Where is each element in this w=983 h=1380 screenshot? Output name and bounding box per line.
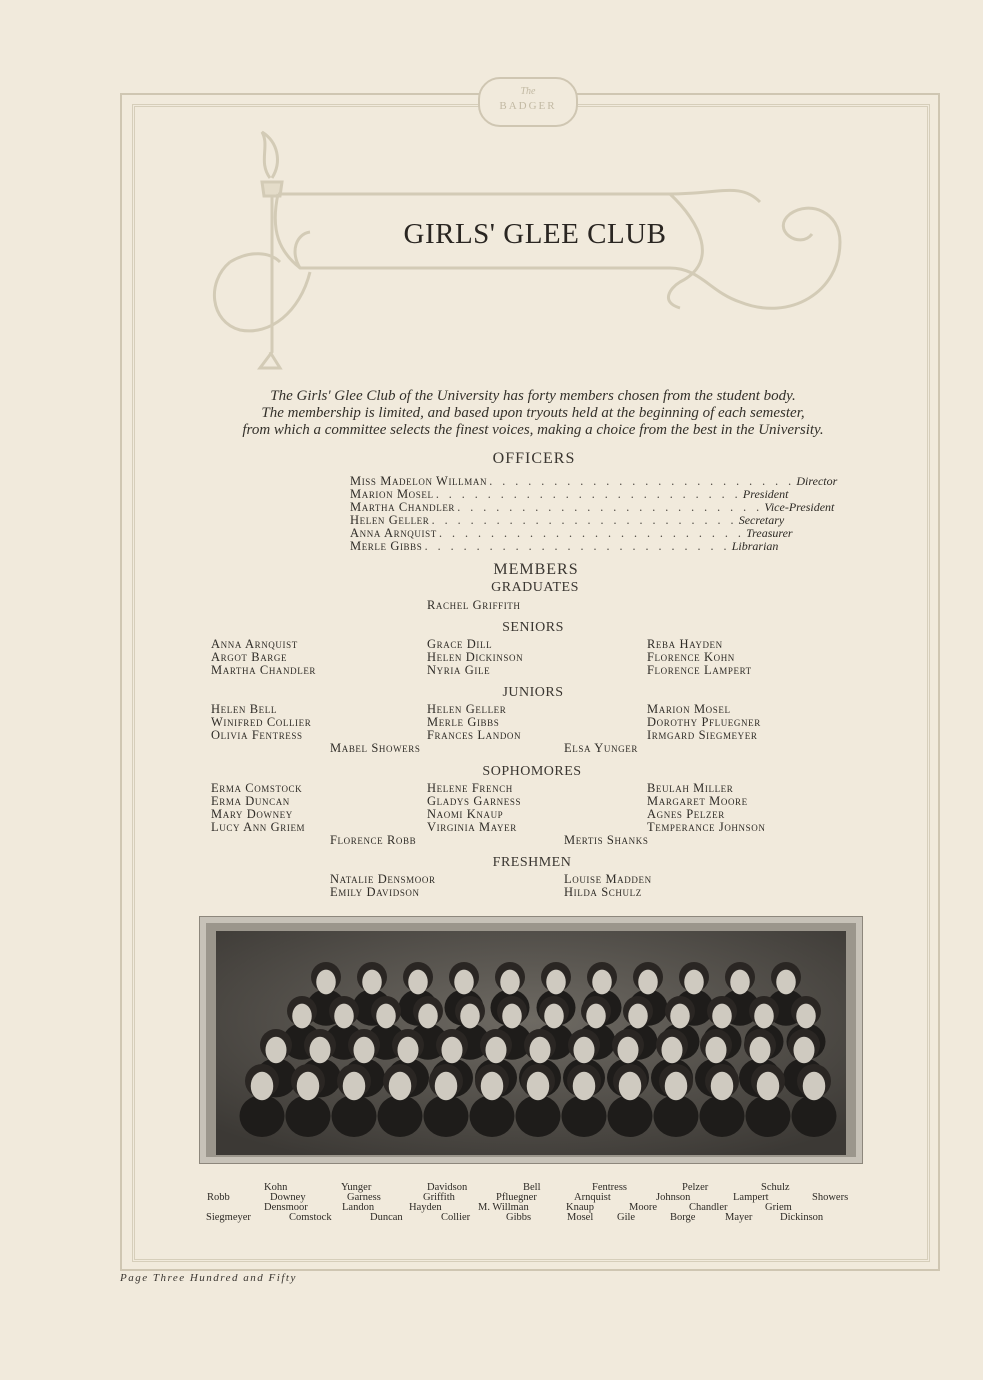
photo-figure-face [757, 1072, 780, 1101]
member-name: Irmgard Siegmeyer [647, 728, 758, 742]
photo-figure-face [670, 1004, 690, 1029]
photo-figure-face [418, 1004, 438, 1029]
seniors-heading: SENIORS [502, 620, 564, 635]
member-name: Nyria Gile [427, 663, 491, 677]
caption-name: Knaup [566, 1202, 594, 1213]
photo-figure-face [442, 1037, 463, 1064]
intro-paragraph [200, 388, 866, 439]
caption-name: Johnson [656, 1192, 691, 1203]
juniors-column-1 [211, 703, 311, 742]
freshmen-heading: FRESHMEN [492, 855, 572, 870]
officer-role: President [742, 487, 789, 501]
photo-figure-face [628, 1004, 648, 1029]
photo-figure-face [502, 1004, 522, 1029]
caption-name: Pfluegner [496, 1192, 537, 1203]
juniors-heading: JUNIORS [502, 685, 564, 700]
caption-name: Gile [617, 1212, 636, 1223]
member-name: Martha Chandler [211, 663, 317, 677]
member-name: Mabel Showers [330, 741, 421, 755]
juniors-column-2 [427, 703, 521, 742]
officer-role: Vice-President [764, 500, 835, 514]
photo-figure-face [408, 970, 428, 995]
officers-list [350, 474, 838, 553]
photo-figure-face [592, 970, 612, 995]
caption-name: Borge [670, 1212, 696, 1223]
leader-dots: . . . . . . . . . . . . . . . . . . . . . . . . [457, 501, 763, 514]
badger-masthead-logo [478, 77, 578, 127]
caption-name: Showers [812, 1192, 849, 1203]
officer-name: Martha Chandler [350, 500, 456, 514]
leader-dots: . . . . . . . . . . . . . . . . . . . . . . . . [431, 514, 737, 527]
officer-role: Librarian [731, 539, 779, 553]
caption-name: Davidson [427, 1182, 468, 1193]
photo-figure-face [481, 1072, 504, 1101]
caption-name: Siegmeyer [206, 1212, 251, 1223]
caption-name: Kohn [264, 1182, 288, 1193]
photo-figure-face [435, 1072, 458, 1101]
caption-name: Schulz [761, 1182, 790, 1193]
photo-figure-face [619, 1072, 642, 1101]
sophomores-column-3 [647, 782, 765, 834]
officer-role: Treasurer [746, 526, 793, 540]
member-name: Helen Bell [211, 702, 277, 716]
member-name: Mertis Shanks [564, 833, 649, 847]
photo-figure-body [700, 1095, 745, 1137]
photo-figure-face [354, 1037, 375, 1064]
member-name: Gladys Garness [427, 794, 522, 808]
graduates-heading: GRADUATES [491, 580, 579, 595]
caption-name: Chandler [689, 1202, 728, 1213]
officer-role: Secretary [738, 513, 785, 527]
member-name: Natalie Densmoor [330, 872, 436, 886]
member-name: Grace Dill [427, 637, 493, 651]
photo-figure-face [460, 1004, 480, 1029]
seniors-column-3 [647, 638, 752, 677]
photo-figure-face [544, 1004, 564, 1029]
leader-dots: . . . . . . . . . . . . . . . . . . . . . . . . [438, 527, 745, 540]
member-name: Erma Duncan [211, 794, 290, 808]
caption-name: Griem [765, 1202, 792, 1213]
photo-figure-face [251, 1072, 274, 1101]
member-name: Helen Geller [427, 702, 507, 716]
photo-figure-face [796, 1004, 816, 1029]
caption-name: Moore [629, 1202, 657, 1213]
caption-name: Landon [342, 1202, 375, 1213]
photo-figure-face [662, 1037, 683, 1064]
caption-name: Duncan [370, 1212, 403, 1223]
freshmen-column-1 [330, 873, 436, 899]
photo-figure-face [527, 1072, 550, 1101]
photo-figure-face [665, 1072, 688, 1101]
sophomores-column-2 [427, 782, 521, 834]
photo-figure-face [292, 1004, 312, 1029]
sophomores-heading: SOPHOMORES [482, 764, 582, 779]
photo-figure-body [332, 1095, 377, 1137]
photo-figure-body [608, 1095, 653, 1137]
photo-figure-face [334, 1004, 354, 1029]
photo-figure-face [776, 970, 796, 995]
photo-figure-face [362, 970, 382, 995]
member-name: Elsa Yunger [564, 741, 638, 755]
masthead-the: The [520, 86, 536, 97]
seniors-column-2 [427, 638, 523, 677]
caption-name: Hayden [409, 1202, 442, 1213]
photo-figure-face [712, 1004, 732, 1029]
photo-figure-face [376, 1004, 396, 1029]
member-name: Emily Davidson [330, 885, 420, 899]
officers-heading: OFFICERS [492, 450, 576, 467]
officer-row [350, 539, 779, 553]
photo-figure-face [638, 970, 658, 995]
member-name: Anna Arnquist [211, 637, 298, 651]
photo-figure-face [454, 970, 474, 995]
member-name: Virginia Mayer [427, 820, 517, 834]
intro-line: The membership is limited, and based upon tryouts held at the beginning of each semester, [261, 405, 805, 421]
leader-dots: . . . . . . . . . . . . . . . . . . . . . . . . [435, 488, 741, 501]
member-name: Reba Hayden [647, 637, 723, 651]
member-name: Louise Madden [564, 872, 652, 886]
member-name: Merle Gibbs [427, 715, 500, 729]
photo-figure-face [586, 1004, 606, 1029]
photo-figure-face [500, 970, 520, 995]
photo-figure-face [297, 1072, 320, 1101]
caption-name: Lampert [733, 1192, 769, 1203]
officer-name: Anna Arnquist [350, 526, 437, 540]
caption-name: Yunger [341, 1182, 372, 1193]
member-name: Erma Comstock [211, 781, 303, 795]
leader-dots: . . . . . . . . . . . . . . . . . . . . . . . . [424, 540, 730, 553]
caption-name: Arnquist [574, 1192, 611, 1203]
member-name: Argot Barge [211, 650, 288, 664]
caption-name: Pelzer [682, 1182, 709, 1193]
member-name: Hilda Schulz [564, 885, 642, 899]
caption-name: Bell [523, 1182, 541, 1193]
caption-name: Gibbs [506, 1212, 532, 1223]
member-name: Florence Lampert [647, 663, 752, 677]
caption-name: Mosel [567, 1212, 594, 1223]
freshmen-column-2 [564, 873, 652, 899]
photo-figure-face [266, 1037, 287, 1064]
photo-figure-body [424, 1095, 469, 1137]
member-name: Helene French [427, 781, 513, 795]
officer-name: Merle Gibbs [350, 539, 423, 553]
photo-figure-face [573, 1072, 596, 1101]
caption-name: Mayer [725, 1212, 753, 1223]
photo-figure-body [792, 1095, 837, 1137]
leader-dots: . . . . . . . . . . . . . . . . . . . . . . . . [489, 475, 795, 488]
photo-figure-face [343, 1072, 366, 1101]
photo-figure-face [546, 970, 566, 995]
photo-figure-face [316, 970, 336, 995]
page-title: GIRLS' GLEE CLUB [403, 218, 667, 250]
member-name: Florence Kohn [647, 650, 735, 664]
photo-figure-body [378, 1095, 423, 1137]
member-name: Frances Landon [427, 728, 522, 742]
seniors-column-1 [211, 638, 316, 677]
caption-name: Fentress [592, 1182, 627, 1193]
photo-figure-face [750, 1037, 771, 1064]
member-name: Marion Mosel [647, 702, 731, 716]
page-number-footer: Page Three Hundred and Fifty [120, 1272, 297, 1284]
intro-line: from which a committee selects the finest voices, making a choice from the best in the University. [242, 422, 824, 438]
member-name: Naomi Knaup [427, 807, 504, 821]
caption-name: Densmoor [264, 1202, 308, 1213]
photo-figure-face [803, 1072, 826, 1101]
member-name: Dorothy Pfluegner [647, 715, 761, 729]
photo-figure-face [310, 1037, 331, 1064]
graduate-name: Rachel Griffith [427, 598, 521, 612]
group-photo-image [216, 931, 846, 1155]
group-photograph [199, 916, 863, 1164]
member-name: Agnes Pelzer [647, 807, 725, 821]
officer-name: Miss Madelon Willman [350, 474, 488, 488]
caption-name: Griffith [423, 1192, 455, 1203]
caption-name: Robb [207, 1192, 230, 1203]
members-heading: MEMBERS [493, 561, 579, 578]
photo-figure-face [684, 970, 704, 995]
photo-figure-face [398, 1037, 419, 1064]
member-name: Mary Downey [211, 807, 293, 821]
intro-line: The Girls' Glee Club of the University has forty members chosen from the student body. [270, 388, 796, 404]
officer-role: Director [796, 474, 838, 488]
member-name: Winifred Collier [211, 715, 312, 729]
masthead-badger: BADGER [499, 100, 557, 112]
member-name: Beulah Miller [647, 781, 734, 795]
member-name: Florence Robb [330, 833, 417, 847]
member-name: Margaret Moore [647, 794, 748, 808]
photo-figure-face [754, 1004, 774, 1029]
photo-figure-face [574, 1037, 595, 1064]
caption-name: M. Willman [478, 1202, 529, 1213]
photo-figure-body [286, 1095, 331, 1137]
caption-name: Comstock [289, 1212, 332, 1223]
caption-name: Collier [441, 1212, 471, 1223]
photo-figure-face [706, 1037, 727, 1064]
juniors-column-3 [647, 703, 761, 742]
member-name: Lucy Ann Griem [211, 820, 306, 834]
photo-figure-face [618, 1037, 639, 1064]
photo-figure-body [746, 1095, 791, 1137]
photo-figure-body [654, 1095, 699, 1137]
caption-name: Downey [270, 1192, 306, 1203]
photo-figure-face [530, 1037, 551, 1064]
member-name: Temperance Johnson [647, 820, 766, 834]
member-name: Helen Dickinson [427, 650, 524, 664]
photo-figure-face [486, 1037, 507, 1064]
sophomores-column-1 [211, 782, 305, 834]
photo-figure-face [794, 1037, 815, 1064]
officer-name: Helen Geller [350, 513, 430, 527]
member-name: Olivia Fentress [211, 728, 303, 742]
photo-figure-body [470, 1095, 515, 1137]
photo-figure-face [711, 1072, 734, 1101]
photo-figure-face [389, 1072, 412, 1101]
caption-name: Dickinson [780, 1212, 824, 1223]
officer-name: Marion Mosel [350, 487, 434, 501]
photo-figure-face [730, 970, 750, 995]
photo-figure-body [562, 1095, 607, 1137]
caption-name: Garness [347, 1192, 381, 1203]
photo-figure-body [516, 1095, 561, 1137]
photo-figure-body [240, 1095, 285, 1137]
